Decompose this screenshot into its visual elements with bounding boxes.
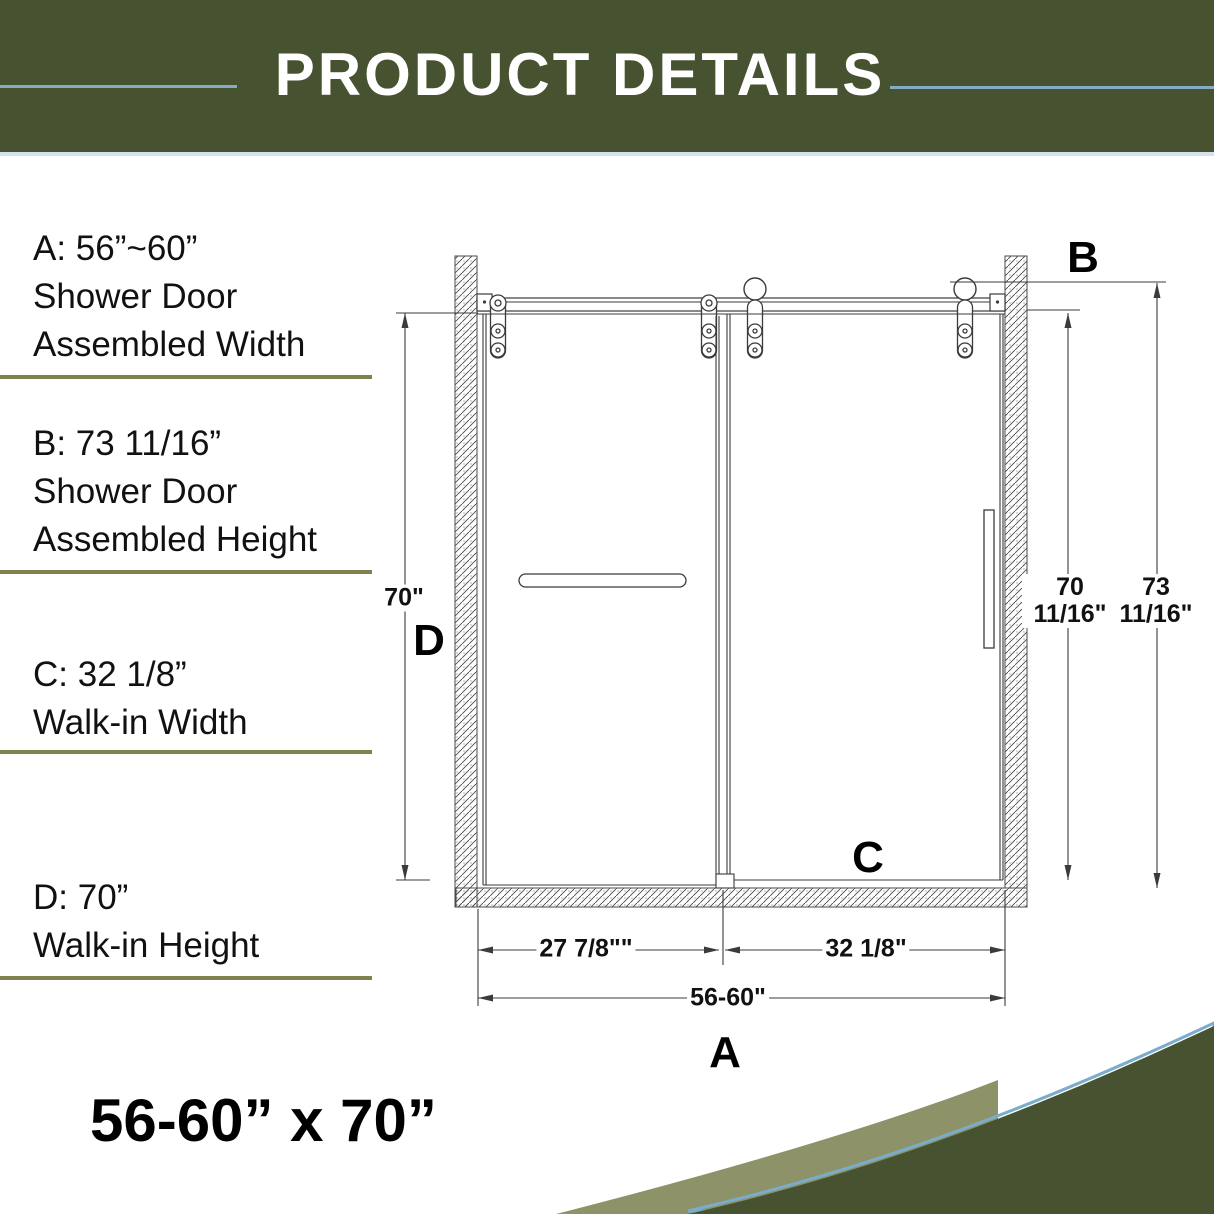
dim-text-door-height: 70 11/16" — [1022, 574, 1118, 628]
label-d: D — [413, 616, 445, 665]
right-wall — [1005, 256, 1027, 888]
roller-wheel-left — [744, 278, 766, 300]
label-a: A — [709, 1028, 741, 1077]
roller-wheel-right — [954, 278, 976, 300]
door-panel-right — [727, 314, 1003, 880]
spec-c-line1: C: 32 1/8” — [33, 655, 187, 694]
hanger-strap-3 — [748, 300, 763, 358]
dim-text-left-panel-width: 27 7/8"" — [536, 936, 635, 963]
page-title: PRODUCT DETAILS — [274, 41, 886, 108]
spec-a-line1: A: 56”~60” — [33, 229, 198, 268]
handle-vertical — [984, 510, 994, 648]
spec-b-line2: Shower Door — [33, 472, 238, 511]
label-c: C — [852, 833, 884, 882]
left-wall — [455, 256, 477, 907]
top-track — [477, 278, 1005, 312]
door-panel-left — [483, 314, 719, 885]
hanger-strap-2 — [701, 295, 717, 358]
dim-text-assembled-height: 73 11/16" — [1108, 574, 1204, 628]
dim-text-walk-in-height: 70" — [381, 585, 427, 612]
hanger-strap-1 — [490, 295, 506, 358]
spec-b-line1: B: 73 11/16” — [33, 424, 222, 463]
dim-text-walk-in-width: 32 1/8" — [822, 936, 909, 963]
hanger-strap-4 — [958, 300, 973, 358]
spec-a-line2: Shower Door — [33, 277, 238, 316]
footer-size-text: 56-60” x 70” — [90, 1087, 437, 1154]
dim-text-assembled-width: 56-60" — [687, 985, 769, 1012]
spec-d-line1: D: 70” — [33, 878, 129, 917]
floor — [456, 888, 1027, 907]
spec-c-line2: Walk-in Width — [33, 703, 248, 742]
spec-d-line2: Walk-in Height — [33, 926, 260, 965]
handle-horizontal — [519, 574, 686, 587]
spec-b-line3: Assembled Height — [33, 520, 318, 559]
label-b: B — [1067, 233, 1099, 282]
floor-guide — [716, 874, 734, 888]
spec-a-line3: Assembled Width — [33, 325, 306, 364]
